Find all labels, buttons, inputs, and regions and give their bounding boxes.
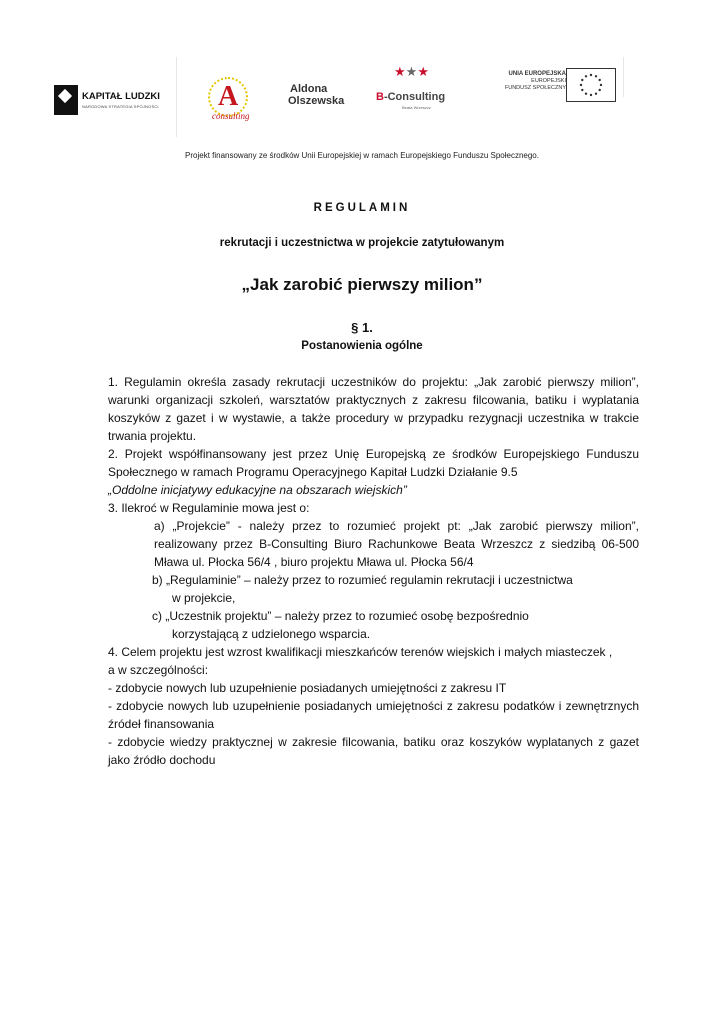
project-title: „Jak zarobić pierwszy milion” (241, 275, 483, 294)
stars-icon: ★★★ (394, 64, 429, 79)
eu-line-3: FUNDUSZ SPOŁECZNY (504, 85, 566, 91)
bconsulting-subtitle: Beata Wrzeszcz (402, 105, 431, 110)
olszewska-line: Olszewska (288, 95, 345, 107)
aconsulting-word: consulting (212, 111, 250, 121)
document-body (108, 373, 639, 769)
eu-logo-text (490, 71, 566, 92)
paragraph-2-italic: „Oddolne inicjatywy edukacyjne na obszarach wiejskich” (108, 483, 407, 497)
bconsulting-name: B-Consulting (376, 91, 446, 103)
paragraph-2: 2. Projekt współfinansowany jest przez Unię Europejską ze środków Europejskiego Funduszu Społecznego w ramach Programu Operacyjnego Kapitał Ludzki Działanie 9.5 (108, 447, 639, 479)
section-number: § 1. (351, 320, 373, 335)
goal-item: - zdobycie nowych lub uzupełnienie posiadanych umiejętności z zakresu podatków i zewnętrznych źródeł finansowania (108, 699, 639, 731)
kapital-ludzki-mark-icon (54, 85, 78, 115)
logo-divider (623, 57, 624, 97)
kapital-ludzki-logo (54, 81, 174, 121)
section-heading: Postanowienia ogólne (301, 340, 423, 352)
document-subtitle: rekrutacji i uczestnictwa w projekcie zatytułowanym (219, 237, 505, 249)
document-title: REGULAMIN (313, 202, 411, 214)
kapital-ludzki-tagline: NARODOWA STRATEGIA SPÓJNOŚCI (82, 104, 159, 109)
definition-b-continued: w projekcie, (172, 591, 236, 605)
kapital-ludzki-name: KAPITAŁ LUDZKI (82, 91, 160, 102)
logo-divider (176, 57, 177, 137)
definition-c-continued: korzystającą z udzielonego wsparcia. (172, 627, 371, 641)
definition-c: c) „Uczestnik projektu” – należy przez to rozumieć osobę bezpośrednio (152, 609, 529, 623)
goal-item: - zdobycie wiedzy praktycznej w zakresie filcowania, batiku oraz koszyków wyplatanych z gazet jako źródło dochodu (108, 735, 639, 767)
aconsulting-logo (206, 73, 262, 123)
paragraph-4: 4. Celem projektu jest wzrost kwalifikacji mieszkańców terenów wiejskich i małych miasteczek , (108, 645, 613, 659)
aldona-line: Aldona (290, 83, 328, 95)
aldona-olszewska-logo (288, 83, 368, 113)
paragraph-3: 3. Ilekroć w Regulaminie mowa jest o: (108, 501, 310, 515)
definition-b: b) „Regulaminie” – należy przez to rozumieć regulamin rekrutacji i uczestnictwa (152, 573, 573, 587)
eu-line-1: UNIA EUROPEJSKA (508, 71, 566, 77)
eu-flag-icon (566, 68, 616, 102)
eu-line-2: EUROPEJSKI (531, 78, 566, 84)
logo-bar (38, 57, 624, 137)
funding-note: Projekt finansowany ze środków Unii Europejskiej w ramach Europejskiego Funduszu Społecznego. (185, 151, 539, 160)
bconsulting-logo (374, 65, 460, 117)
definition-a: a) „Projekcie” - należy przez to rozumieć projekt pt: „Jak zarobić pierwszy milion”, realizowany przez B-Consulting Biuro Rachunkowe Beata Wrzeszcz z siedzibą 06-500 Mława ul. Płocka 56/4 , biuro projektu Mława ul. Płocka 56/4 (154, 519, 639, 569)
paragraph-1: 1. Regulamin określa zasady rekrutacji uczestników do projektu: „Jak zarobić pierwszy milion”, warunki organizacji szkoleń, warsztatów praktycznych z zakresu filcowania, batiku i wyplatania koszyków z gazet i w wystawie, a także procedury w przypadku rezygnacji uczestnika w trakcie trwania projektu. (108, 375, 639, 443)
aconsulting-letter: A (218, 81, 239, 112)
goal-item: - zdobycie nowych lub uzupełnienie posiadanych umiejętności z zakresu IT (108, 681, 507, 695)
paragraph-4-intro: a w szczególności: (108, 663, 209, 677)
